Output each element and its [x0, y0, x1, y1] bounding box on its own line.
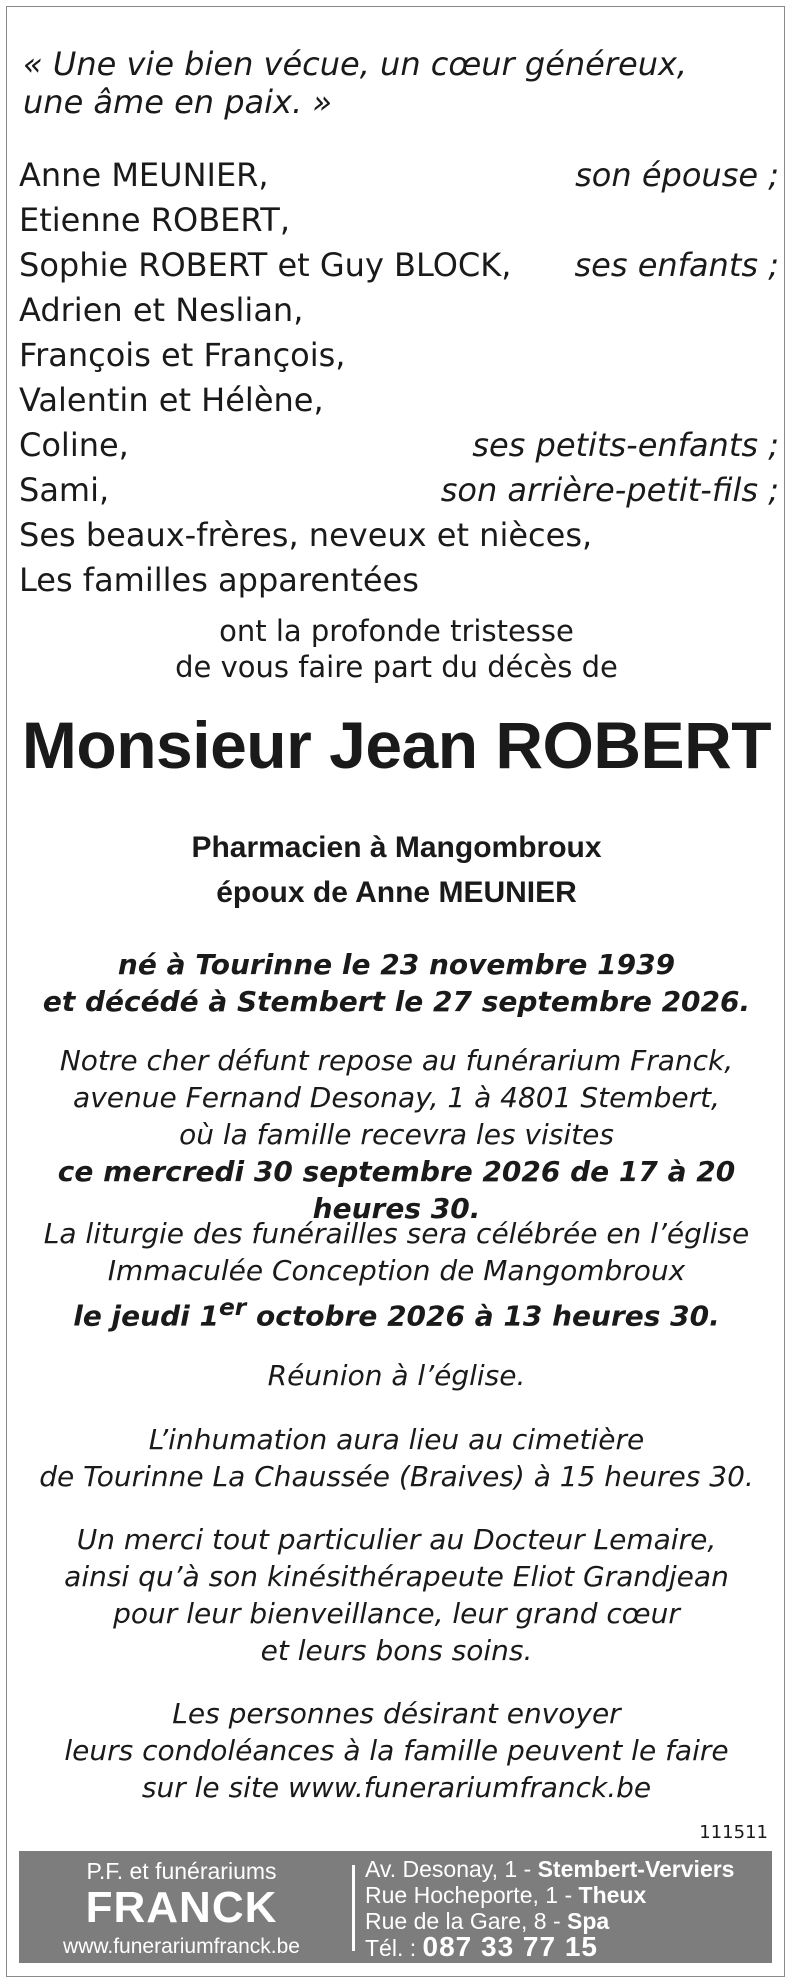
condolences-note — [7, 1695, 786, 1806]
family-list — [19, 153, 779, 603]
quote-line: « Une vie bien vécue, un cœur généreux, — [23, 45, 688, 83]
funeral-line: Immaculée Conception de Mangombroux — [107, 1254, 686, 1287]
address-city: Spa — [567, 1908, 610, 1934]
family-names: Ses beaux-frères, neveux et nièces, — [19, 516, 593, 554]
pf-label: P.F. et funérariums — [86, 1858, 277, 1884]
condolences-line: Les personnes désirant envoyer — [172, 1697, 621, 1730]
family-names: Les familles apparentées — [19, 561, 419, 599]
birth-line: né à Tourinne le 23 novembre 1939 — [117, 948, 676, 981]
burial-line: de Tourinne La Chaussée (Braives) à 15 heures 30. — [39, 1460, 754, 1493]
family-row — [19, 333, 779, 378]
profession: Pharmacien à Mangombroux — [191, 831, 602, 864]
family-row — [19, 423, 779, 468]
epigraph-quote — [23, 45, 763, 121]
spouse-line: époux de Anne MEUNIER — [216, 876, 577, 909]
death-line: et décédé à Stembert le 27 septembre 2026. — [42, 985, 751, 1018]
birth-death-dates — [7, 946, 786, 1020]
deceased-name: Monsieur Jean ROBERT — [21, 708, 772, 782]
family-row — [19, 288, 779, 333]
funeral-home-banner — [19, 1851, 772, 1963]
funeral-time — [7, 1289, 786, 1334]
visitation-line: où la famille recevra les visites — [179, 1118, 614, 1151]
burial-line: L’inhumation aura lieu au cimetière — [148, 1423, 645, 1456]
condolences-line: sur le site www.funerariumfranck.be — [141, 1771, 652, 1804]
visitation-line: Notre cher défunt repose au funérarium Franck, — [59, 1044, 734, 1077]
family-names: Sophie ROBERT et Guy BLOCK, — [19, 246, 512, 284]
announcement-line: ont la profonde tristesse — [219, 614, 574, 648]
thanks-line: et leurs bons soins. — [260, 1634, 533, 1667]
family-row — [19, 243, 779, 288]
address-line — [365, 1882, 765, 1908]
address-street: Rue Hocheporte, 1 - — [365, 1882, 579, 1908]
family-row — [19, 468, 779, 513]
funeral-home-logo — [19, 1851, 344, 1963]
family-relation: son arrière-petit-fils ; — [440, 471, 779, 509]
funeral-time-end: octobre 2026 à 13 heures 30. — [246, 1299, 720, 1333]
thanks-line: Un merci tout particulier au Docteur Lemaire, — [76, 1523, 717, 1556]
funeral-home-addresses — [365, 1856, 765, 1960]
deceased-titles — [7, 825, 786, 915]
address-street: Av. Desonay, 1 - — [365, 1856, 538, 1882]
ordinal-superscript: er — [218, 1293, 247, 1321]
funeral-info — [7, 1215, 786, 1334]
visitation-time: ce mercredi 30 septembre 2026 de 17 à 20 heures 30. — [57, 1155, 736, 1225]
family-names: Sami, — [19, 471, 110, 509]
address-city: Theux — [578, 1882, 647, 1908]
footer-divider — [352, 1865, 355, 1951]
phone-line — [365, 1931, 765, 1962]
obituary-notice — [6, 6, 785, 1977]
family-relation: ses petits-enfants ; — [472, 426, 779, 464]
quote-line: une âme en paix. » — [23, 83, 333, 121]
family-names: Adrien et Neslian, — [19, 291, 304, 329]
family-relation: son épouse ; — [575, 156, 779, 194]
visitation-info — [7, 1042, 786, 1227]
family-relation: ses enfants ; — [574, 246, 779, 284]
family-row — [19, 558, 779, 603]
visitation-line: avenue Fernand Desonay, 1 à 4801 Stembert, — [73, 1081, 720, 1114]
family-row — [19, 198, 779, 243]
family-names: Anne MEUNIER, — [19, 156, 269, 194]
phone-number[interactable]: 087 33 77 15 — [422, 1931, 599, 1962]
reference-number: 111511 — [699, 1822, 768, 1843]
family-row — [19, 513, 779, 558]
family-names: Etienne ROBERT, — [19, 201, 290, 239]
address-city: Stembert-Verviers — [537, 1856, 735, 1882]
announcement-line: de vous faire part du décès de — [175, 650, 618, 684]
address-line — [365, 1856, 765, 1882]
thanks-line: pour leur bienveillance, leur grand cœur — [113, 1597, 680, 1630]
funeral-line: La liturgie des funérailles sera célébrée en l’église — [43, 1217, 750, 1250]
phone-label: Tél. : — [365, 1935, 423, 1961]
address-street: Rue de la Gare, 8 - — [365, 1908, 567, 1934]
burial-info — [7, 1421, 786, 1495]
family-names: François et François, — [19, 336, 346, 374]
reunion-note: Réunion à l’église. — [267, 1359, 526, 1392]
family-names: Valentin et Hélène, — [19, 381, 324, 419]
announcement — [7, 613, 786, 685]
family-names: Coline, — [19, 426, 129, 464]
condolences-line: leurs condoléances à la famille peuvent le faire — [64, 1734, 729, 1767]
website-link[interactable]: www.funerariumfranck.be — [63, 1935, 300, 1958]
thanks-line: ainsi qu’à son kinésithérapeute Eliot Grandjean — [64, 1560, 729, 1593]
brand-name: FRANCK — [85, 1883, 278, 1932]
thanks-message — [7, 1521, 786, 1669]
funeral-time-start: le jeudi 1 — [73, 1299, 219, 1333]
family-row — [19, 378, 779, 423]
family-row — [19, 153, 779, 198]
